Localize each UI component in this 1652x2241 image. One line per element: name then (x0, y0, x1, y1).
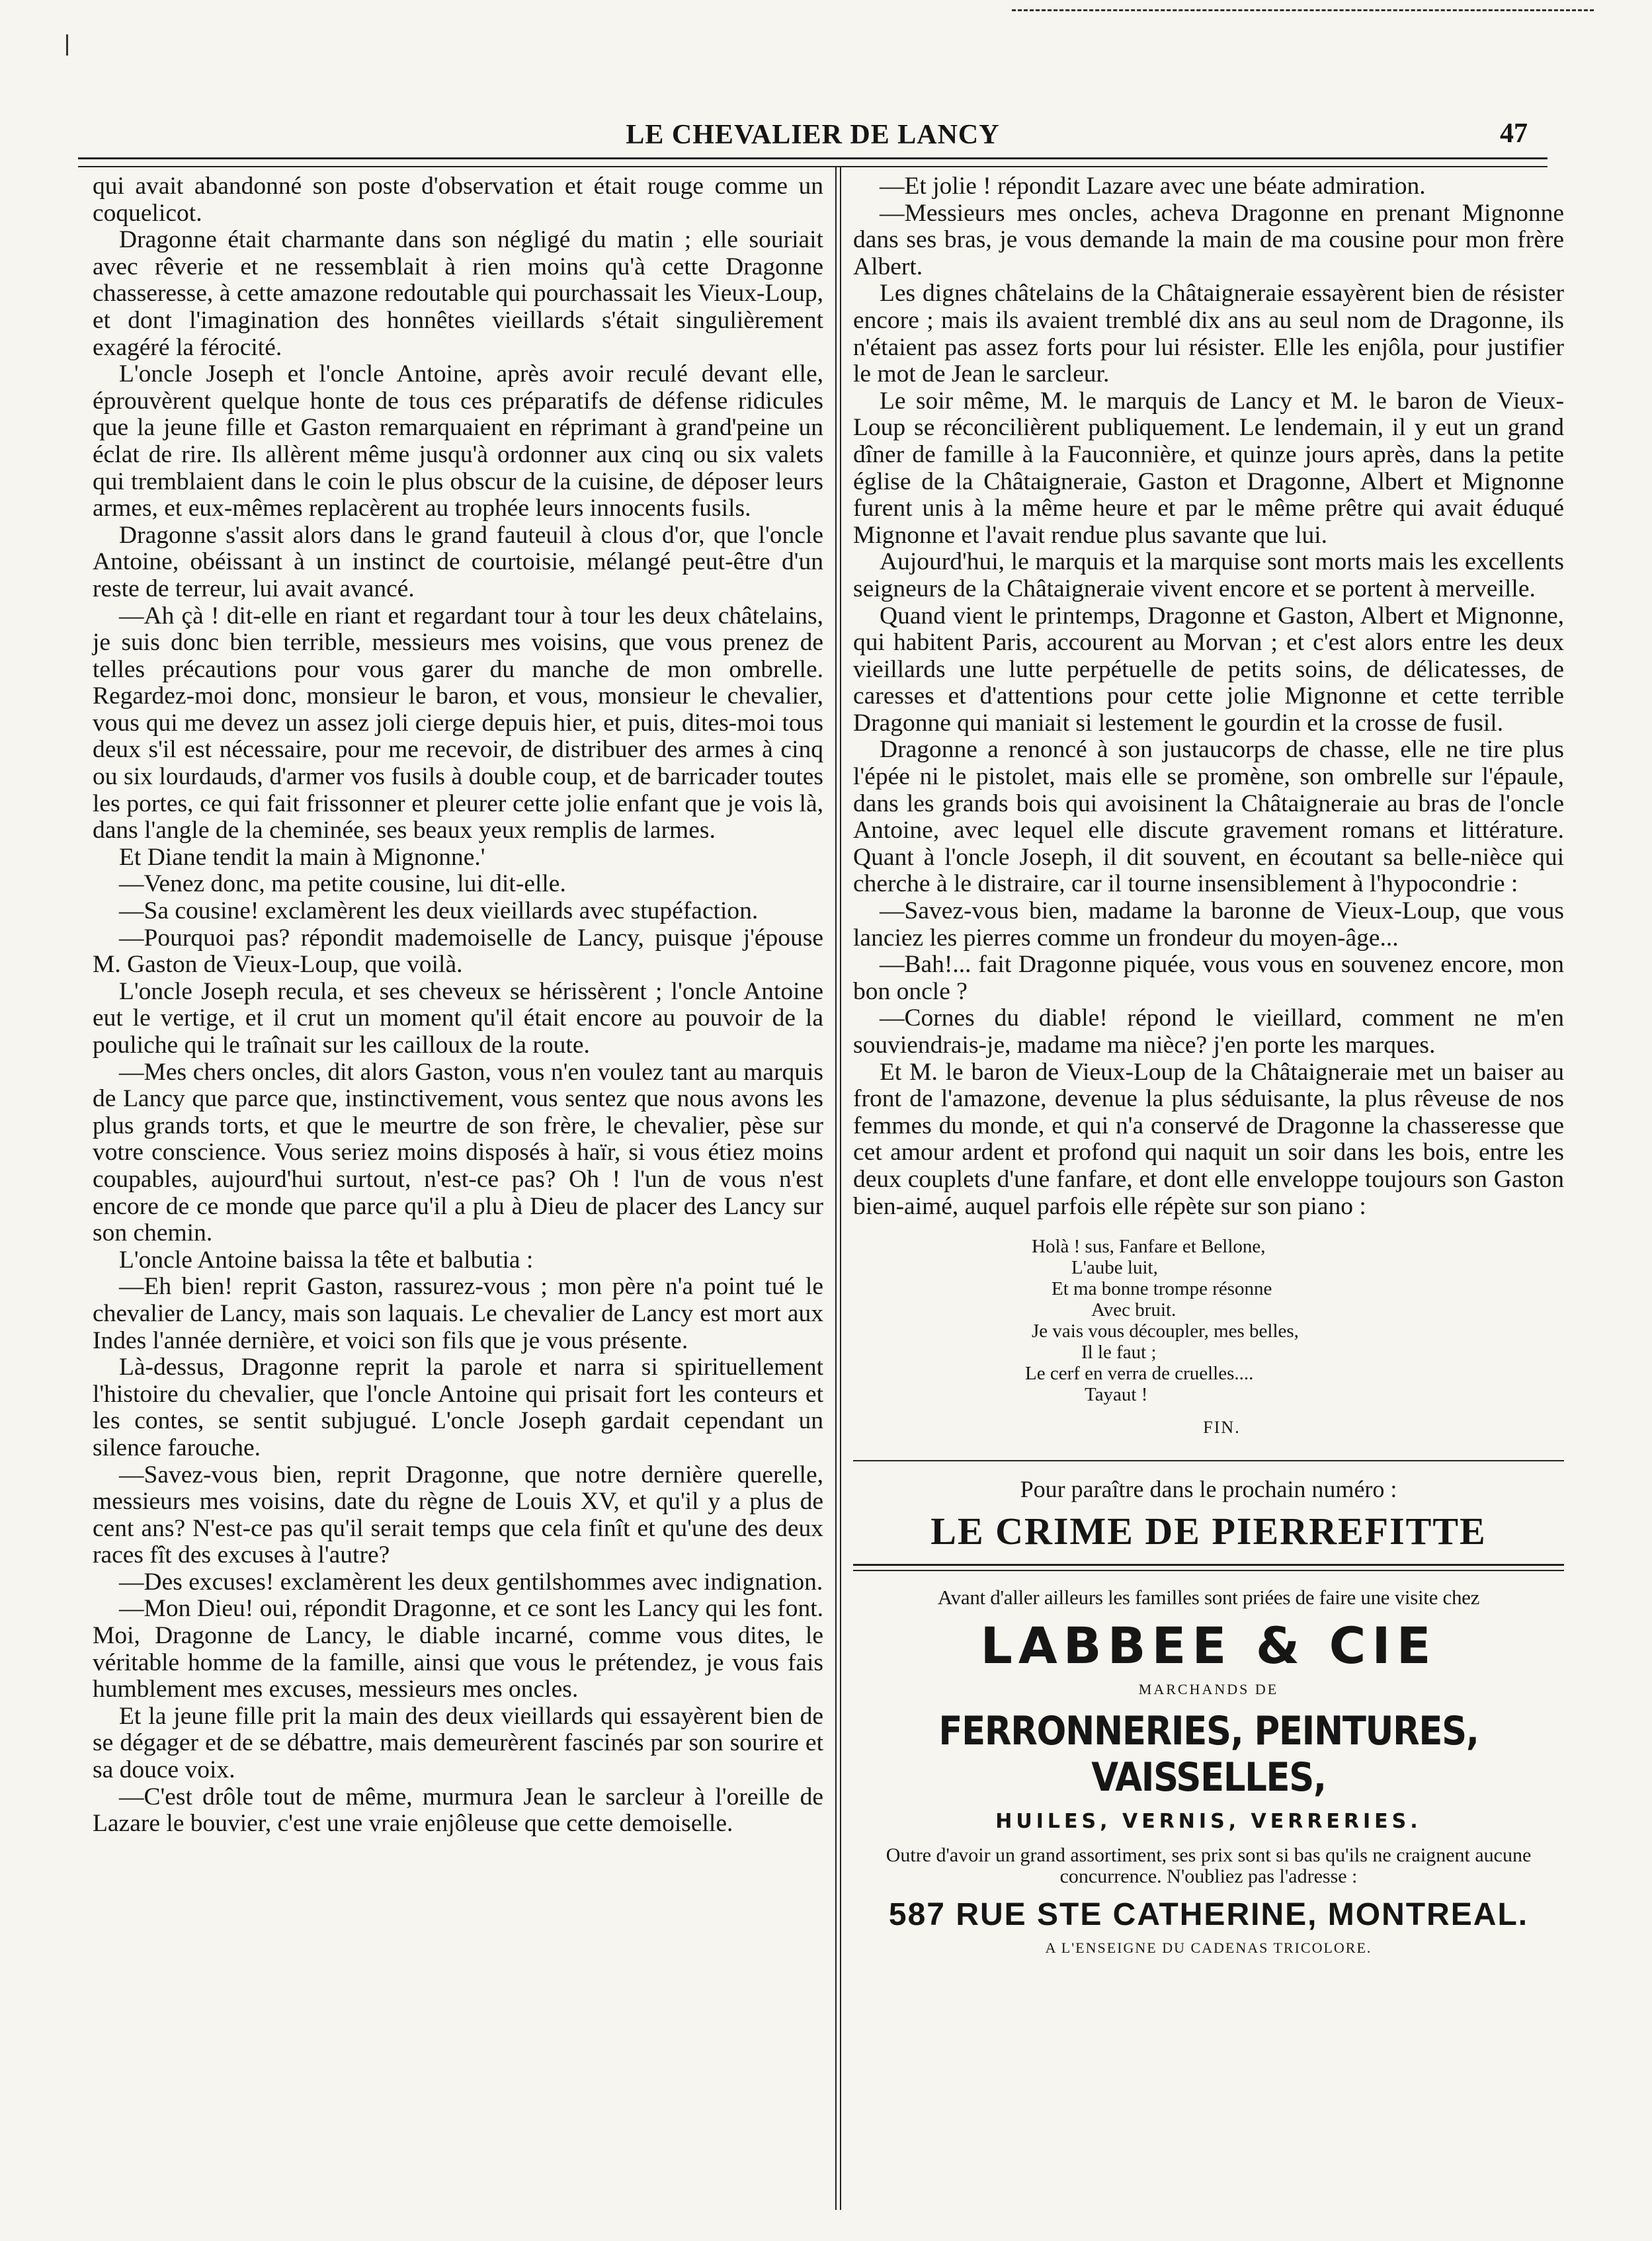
paragraph: —Des excuses! exclamèrent les deux gentilshommes avec indignation. (119, 1568, 823, 1596)
poem-line: Avec bruit. (1091, 1299, 1177, 1321)
poem-line: Holà ! sus, Fanfare et Bellone, (1032, 1236, 1266, 1258)
paragraph: —Sa cousine! exclamèrent les deux vieillards avec stupéfaction. (119, 897, 759, 925)
page-number: 47 (1500, 118, 1528, 149)
announcement-title: LE CRIME DE PIERREFITTE (930, 1510, 1487, 1553)
paragraph: L'oncle Joseph et l'oncle Antoine, après avoir reculé devant elle, éprouvèrent quelque honte de tous ces préparatifs de défense ridicules que la jeune fille et Gaston remarquaient en réprimant à grand'peine un éclat de rire. Ils allèrent même jusqu'à ordonner aux cinq ou six valets qui tremblaient dans le coin le plus obscur de la cuisine, de déposer leurs armes, et eux-mêmes replacèrent au trophée leurs innocents fusils. (93, 360, 823, 522)
top-edge-rule (1012, 9, 1594, 11)
paragraph: Dragonne était charmante dans son négligé du matin ; elle souriait avec rêverie et ne ressemblait à rien moins qu'à cette Dragonne chasseresse, à cette amazone redoutable qui pourchassait les Vieux-Loup, et dont l'imagination des honnêtes vieillards s'était singulièrement exagéré la férocité. (93, 226, 823, 361)
poem-line: Je vais vous découpler, mes belles, (1032, 1321, 1299, 1342)
paragraph: —Mon Dieu! oui, répondit Dragonne, et ce sont les Lancy qui les font. Moi, Dragonne de Lancy, le diable incarné, comme vous dites, le véritable homme de la famille, ainsi que vous le prétendez, je vous fais humblement mes excuses, messieurs mes oncles. (93, 1595, 823, 1703)
paragraph: Et M. le baron de Vieux-Loup de la Châtaigneraie met un baiser au front de l'amazone, devenue la plus séduisante, la plus rêveuse de nos femmes du monde, et qui n'a conservé de Dragonne la chasseresse que cet amour ardent et profond qui naquit un soir dans les bois, entre les deux couplets d'une fanfare, et dont elle enveloppe toujours son Gaston bien-aimé, auquel parfois elle répète sur son piano : (853, 1058, 1564, 1220)
paragraph: —Ah çà ! dit-elle en riant et regardant tour à tour les deux châtelains, je suis donc bien terrible, messieurs mes voisins, que vous prenez de telles précautions pour vous garer du manche de mon ombrelle. Regardez-moi donc, monsieur le baron, et vous, monsieur le chevalier, vous qui me devez un assez joli cierge depuis hier, et puis, dites-moi tous deux s'il est nécessaire, pour me recevoir, de distribuer des armes à cinq ou six lourdauds, d'armer vos fusils à double coup, et de barricader toutes les portes, ce qui fait frissonner et pleurer cette jolie enfant que je vois là, dans l'angle de la cheminée, ses beaux yeux remplis de larmes. (93, 602, 823, 844)
paragraph: —Cornes du diable! répond le vieillard, comment ne m'en souviendrais-je, madame ma nièce? j'en porte les marques. (853, 1004, 1564, 1059)
paragraph: —Mes chers oncles, dit alors Gaston, vous n'en voulez tant au marquis de Lancy que parce que, instinctivement, vous sentez que nous avons les plus grands torts, et que le meurtre de son frère, le chevalier, pèse sur votre conscience. Vous seriez moins disposés à haïr, si vous étiez moins coupables, aujourd'hui surtout, n'est-ce pas? Oh ! l'un de vous n'est encore de ce monde que parce qu'il a plu à Dieu de placer des Lancy sur son chemin. (93, 1058, 823, 1247)
paragraph: Le soir même, M. le marquis de Lancy et M. le baron de Vieux-Loup se réconcilièrent publiquement. Le lendemain, il y eut un grand dîner de famille à la Fauconnière, et quinze jours après, dans la petite église de la Châtaigneraie, Gaston et Dragonne, Albert et Mignonne furent unis à la même heure et par le même prêtre qui avait éduqué Mignonne et l'avait rendue plus savante que lui. (853, 387, 1564, 549)
left-column (93, 173, 823, 1838)
paragraph: Et Diane tendit la main à Mignonne.' (119, 843, 485, 871)
separator (853, 1564, 1564, 1571)
header-rule (78, 157, 1548, 167)
separator (853, 1460, 1564, 1461)
paragraph: Les dignes châtelains de la Châtaigneraie essayèrent bien de résister encore ; mais ils avaient tremblé dix ans au seul nom de Dragonne, ils n'étaient pas assez forts pour lui résister. Elle les enjôla, pour justifier le mot de Jean le sarcleur. (853, 280, 1564, 388)
paragraph: —Pourquoi pas? répondit mademoiselle de Lancy, puisque j'épouse M. Gaston de Vieux-Loup, que voilà. (93, 924, 823, 979)
ad-sign: A L'ENSEIGNE DU CADENAS TRICOLORE. (1045, 1939, 1372, 1957)
poem-line: Il le faut ; (1081, 1342, 1157, 1364)
paragraph: —Eh bien! reprit Gaston, rassurez-vous ; mon père n'a point tué le chevalier de Lancy, mais son laquais. Le chevalier de Lancy est mort aux Indes l'année dernière, et voici son fils que je vous présente. (93, 1273, 823, 1354)
ad-products: FERRONNERIES, PEINTURES, VAISSELLES, (938, 1708, 1479, 1801)
paragraph: —Messieurs mes oncles, acheva Dragonne en prenant Mignonne dans ses bras, je vous demande la main de ma cousine pour mon frère Albert. (853, 199, 1564, 280)
paragraph: L'oncle Antoine baissa la tête et balbutia : (119, 1246, 534, 1274)
poem-line: Et ma bonne trompe résonne (1052, 1278, 1272, 1300)
paragraph: —Et jolie ! répondit Lazare avec une béate admiration. (880, 173, 1426, 200)
ad-brand: LABBEE & CIE (980, 1615, 1437, 1675)
paragraph: —Savez-vous bien, reprit Dragonne, que notre dernière querelle, messieurs mes voisins, date du règne de Louis XV, et qu'il y a plus de cent ans? N'est-ce pas qu'il serait temps que cela finît et qu'une des deux races fît des excuses à l'autre? (93, 1461, 823, 1569)
paragraph: Là-dessus, Dragonne reprit la parole et narra si spirituellement l'histoire du chevalier, que l'oncle Antoine qui prisait fort les conteurs et les contes, se sentit subjugué. L'oncle Joseph gardait cependant un silence farouche. (93, 1354, 823, 1461)
paragraph: —Bah!... fait Dragonne piquée, vous vous en souvenez encore, mon bon oncle ? (853, 951, 1564, 1005)
paragraph: L'oncle Joseph recula, et ses cheveux se hérissèrent ; l'oncle Antoine eut le vertige, et il crut un moment qu'il était encore au pouvoir de la pouliche qui le traînait sur les cailloux de la route. (93, 977, 823, 1059)
column-divider (835, 167, 841, 2210)
paragraph: Dragonne a renoncé à son justaucorps de chasse, elle ne tire plus l'épée ni le pistolet, mais elle se promène, son ombrelle sur l'épaule, dans les grands bois qui avoisinent la Châtaigneraie au bras de l'oncle Antoine, avec lequel elle discute gravement romans et littérature. Quant à l'oncle Joseph, il dit souvent, en écoutant sa belle-nièce qui cherche à le distraire, car il tourne insensiblement à l'hypocondrie : (853, 736, 1564, 898)
end-mark: FIN. (1203, 1418, 1241, 1438)
paragraph: qui avait abandonné son poste d'observation et était rouge comme un coquelicot. (93, 173, 823, 227)
poem (853, 1236, 1564, 1405)
ad-address: 587 RUE STE CATHERINE, MONTREAL. (888, 1896, 1529, 1932)
paragraph: —Venez donc, ma petite cousine, lui dit-elle. (119, 870, 566, 898)
poem-line: Tayaut ! (1085, 1384, 1148, 1406)
ad-subtitle: MARCHANDS DE (1138, 1680, 1279, 1697)
ad-intro: Avant d'aller ailleurs les familles sont priées de faire une visite chez (937, 1585, 1480, 1609)
page-header (78, 106, 1548, 152)
running-title: LE CHEVALIER DE LANCY (626, 120, 1000, 150)
paragraph: —Savez-vous bien, madame la baronne de Vieux-Loup, que vous lanciez les pierres comme un frondeur du moyen-âge... (853, 897, 1564, 952)
paragraph: —C'est drôle tout de même, murmura Jean le sarcleur à l'oreille de Lazare le bouvier, c'est une vraie enjôleuse que cette demoiselle. (93, 1783, 823, 1838)
paragraph: Aujourd'hui, le marquis et la marquise sont morts mais les excellents seigneurs de la Châtaigneraie vivent encore et se portent à merveille. (853, 548, 1564, 602)
right-column (853, 173, 1564, 1962)
paragraph: Dragonne s'assit alors dans le grand fauteuil à clous d'or, que l'oncle Antoine, obéissant à un instinct de courtoisie, mélangé peut-être d'un reste de terreur, lui avait avancé. (93, 521, 823, 602)
poem-line: L'aube luit, (1071, 1257, 1158, 1279)
paragraph: Quand vient le printemps, Dragonne et Gaston, Albert et Mignonne, qui habitent Paris, accourent au Morvan ; et c'est alors entre les deux vieillards une lutte perpétuelle de petits soins, de délicatesses, de caresses et d'attentions pour cette jolie Mignonne et cette terrible Dragonne qui maniait si lestement le gourdin et la crosse de fusil. (853, 602, 1564, 737)
paragraph: Et la jeune fille prit la main des deux vieillards qui essayèrent bien de se dégager et de se débattre, mais demeurèrent fascinés par son sourire et sa douce voix. (93, 1702, 823, 1784)
announcement-intro: Pour paraître dans le prochain numéro : (1020, 1475, 1397, 1502)
advertisement (853, 1584, 1564, 1962)
margin-mark (66, 34, 68, 56)
ad-note: Outre d'avoir un grand assortiment, ses prix sont si bas qu'ils ne craignent aucune concurrence. N'oubliez pas l'adresse : (886, 1844, 1532, 1887)
ad-products-secondary: HUILES, VERNIS, VERRERIES. (995, 1810, 1422, 1834)
poem-line: Le cerf en verra de cruelles.... (1025, 1363, 1254, 1385)
